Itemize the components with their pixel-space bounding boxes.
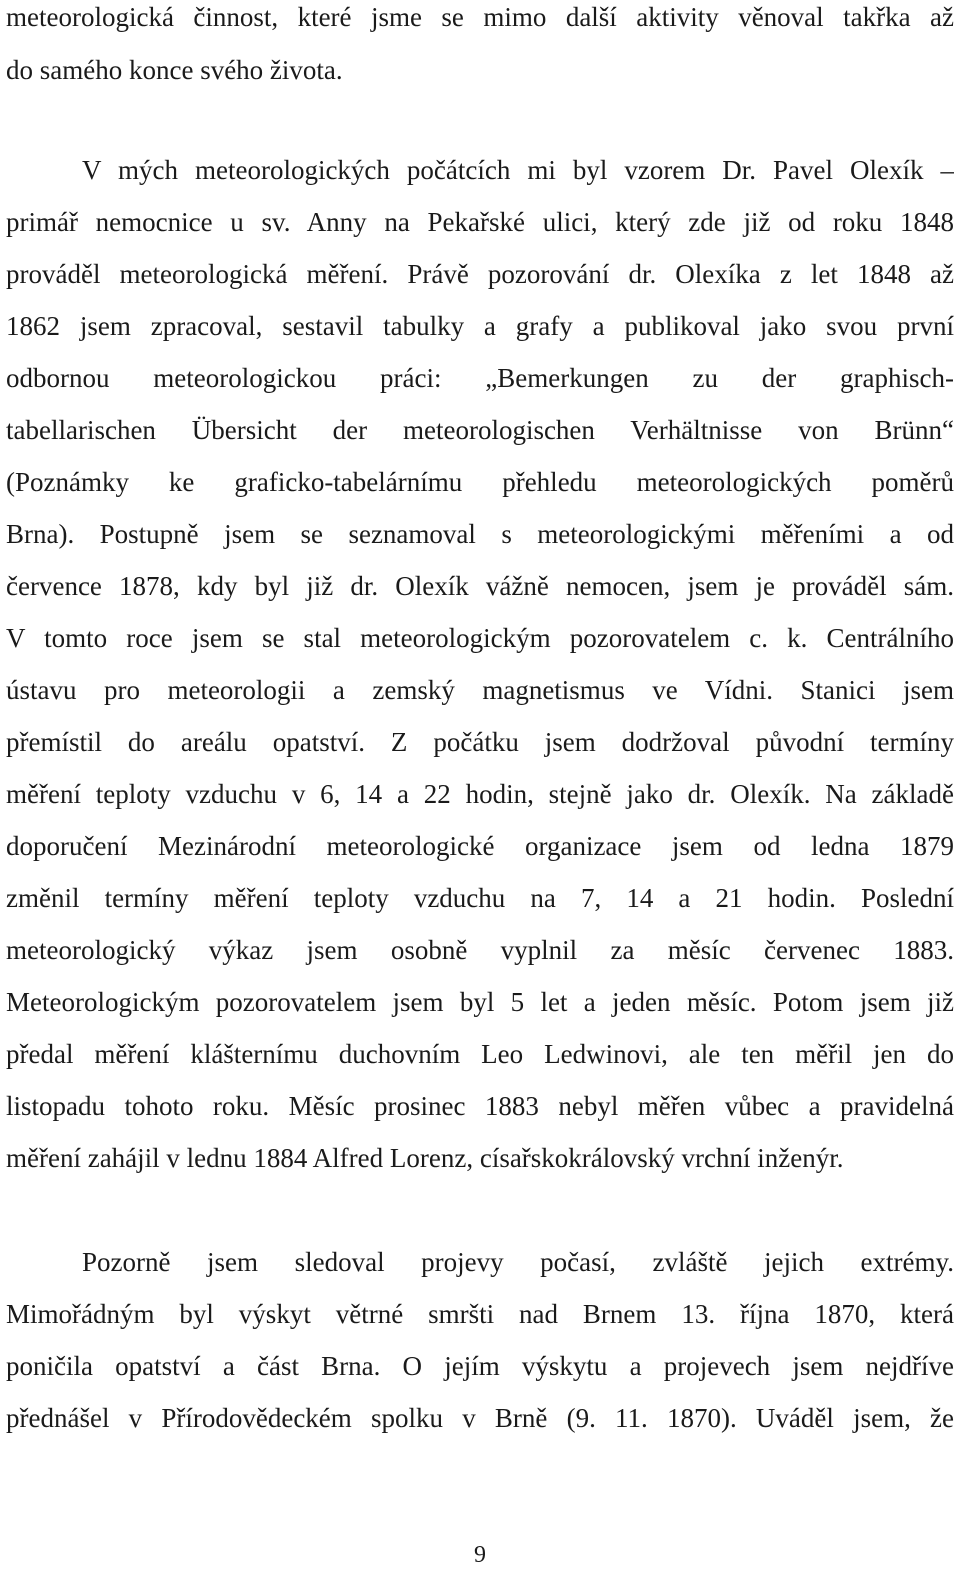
paragraph-2-line-1: V mých meteorologických počátcích mi byl vzorem Dr. Pavel Olexík – xyxy=(82,155,954,185)
paragraph-2-line-8: Brna). Postupně jsem se seznamoval s meteorologickými měřeními a od xyxy=(6,519,954,549)
paragraph-3-line-2: Mimořádným byl výskyt větrné smršti nad Brnem 13. října 1870, která xyxy=(6,1299,954,1329)
paragraph-2-line-11: ústavu pro meteorologii a zemský magnetismus ve Vídni. Stanici jsem xyxy=(6,675,954,705)
paragraph-3-line-1: Pozorně jsem sledoval projevy počasí, zvláště jejich extrémy. xyxy=(82,1247,954,1277)
paragraph-2-line-4: 1862 jsem zpracoval, sestavil tabulky a grafy a publikoval jako svou první xyxy=(6,311,954,341)
paragraph-2-line-19: listopadu tohoto roku. Měsíc prosinec 1883 nebyl měřen vůbec a pravidelná xyxy=(6,1091,954,1121)
paragraph-2-line-3: prováděl meteorologická měření. Právě pozorování dr. Olexíka z let 1848 až xyxy=(6,259,954,289)
paragraph-2-line-15: změnil termíny měření teploty vzduchu na 7, 14 a 21 hodin. Poslední xyxy=(6,883,954,913)
paragraph-2-line-6: tabellarischen Übersicht der meteorologischen Verhältnisse von Brünn“ xyxy=(6,415,954,445)
paragraph-2-line-16: meteorologický výkaz jsem osobně vyplnil za měsíc červenec 1883. xyxy=(6,935,954,965)
paragraph-2-line-17: Meteorologickým pozorovatelem jsem byl 5 let a jeden měsíc. Potom jsem již xyxy=(6,987,954,1017)
paragraph-1-line-2: do samého konce svého života. xyxy=(6,55,343,85)
paragraph-1-line-1: meteorologická činnost, které jsme se mimo další aktivity věnoval takřka až xyxy=(6,2,954,32)
paragraph-2-line-13: měření teploty vzduchu v 6, 14 a 22 hodin, stejně jako dr. Olexík. Na základě xyxy=(6,779,954,809)
paragraph-2-line-2: primář nemocnice u sv. Anny na Pekařské ulici, který zde již od roku 1848 xyxy=(6,207,954,237)
paragraph-2-line-14: doporučení Mezinárodní meteorologické organizace jsem od ledna 1879 xyxy=(6,831,954,861)
paragraph-2-line-12: přemístil do areálu opatství. Z počátku jsem dodržoval původní termíny xyxy=(6,727,954,757)
paragraph-2-line-20: měření zahájil v lednu 1884 Alfred Lorenz, císařskokrálovský vrchní inženýr. xyxy=(6,1143,844,1173)
paragraph-2-line-9: července 1878, kdy byl již dr. Olexík vážně nemocen, jsem je prováděl sám. xyxy=(6,571,954,601)
paragraph-2-line-10: V tomto roce jsem se stal meteorologickým pozorovatelem c. k. Centrálního xyxy=(6,623,954,653)
paragraph-3-line-4: přednášel v Přírodovědeckém spolku v Brně (9. 11. 1870). Uváděl jsem, že xyxy=(6,1403,954,1433)
paragraph-3-line-3: poničila opatství a část Brna. O jejím výskytu a projevech jsem nejdříve xyxy=(6,1351,954,1381)
paragraph-2-line-5: odbornou meteorologickou práci: „Bemerkungen zu der graphisch- xyxy=(6,363,954,393)
paragraph-2-line-18: předal měření klášternímu duchovním Leo Ledwinovi, ale ten měřil jen do xyxy=(6,1039,954,1069)
page-number: 9 xyxy=(474,1542,486,1568)
paragraph-2-line-7: (Poznámky ke graficko-tabelárnímu přehledu meteorologických poměrů xyxy=(6,467,954,497)
